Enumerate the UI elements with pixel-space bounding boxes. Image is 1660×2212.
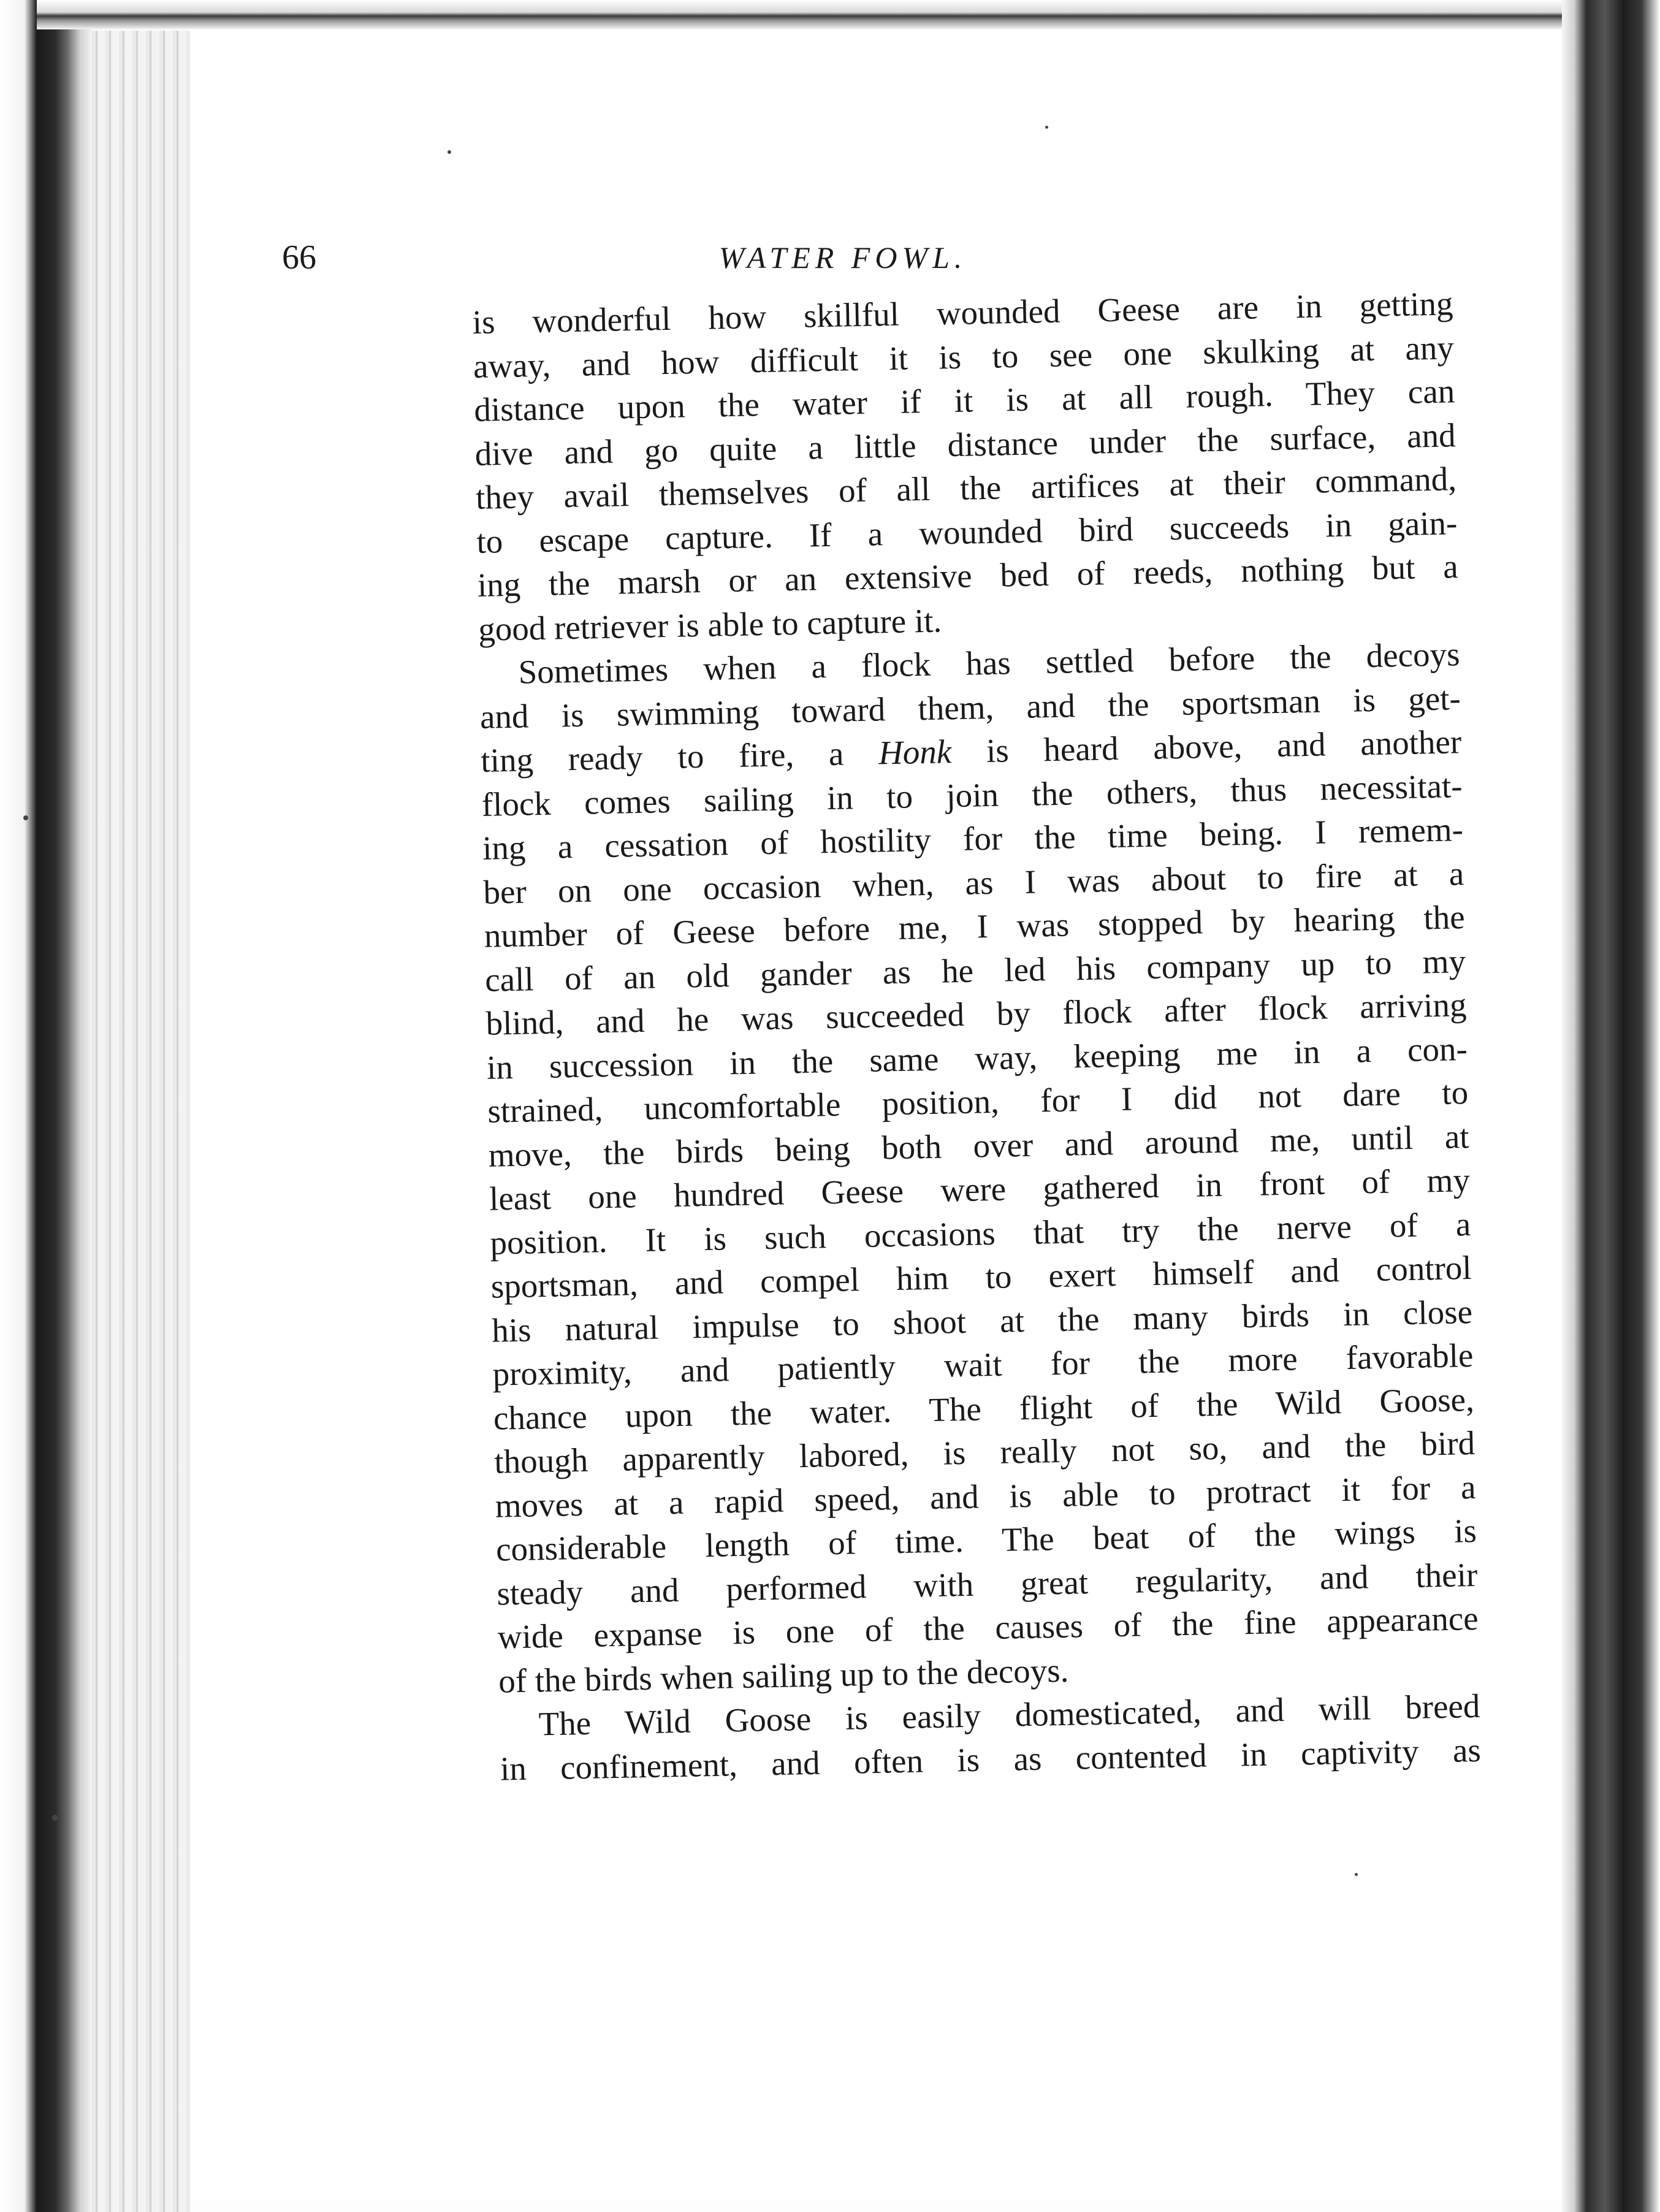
scan-speck — [1355, 1873, 1358, 1876]
text-line: chance upon the water. The flight of the Wild Goose, — [493, 1380, 1475, 1437]
italic-word: Honk — [878, 733, 952, 772]
text-line: moves at a rapid speed, and is able to protract it for a — [495, 1468, 1477, 1525]
book-edge-right — [1562, 0, 1660, 2212]
text-line: strained, uncomfortable position, for I did not dare to — [487, 1074, 1469, 1130]
scan-speck — [447, 150, 451, 154]
text-line: ing a cessation of hostility for the time being. I remem- — [482, 810, 1464, 867]
text-line: in succession in the same way, keeping me in a con- — [486, 1029, 1468, 1086]
text-line: distance upon the water if it is at all rough. They can — [473, 372, 1455, 429]
page-number: 66 — [282, 238, 316, 276]
running-head: WATER FOWL. — [718, 240, 967, 275]
body-text — [472, 281, 1481, 1790]
text-line: and is swimming toward them, and the sportsman is get- — [479, 679, 1461, 736]
book-binding-left — [0, 0, 92, 2212]
text-line: away, and how difficult it is to see one skulking at any — [473, 328, 1455, 385]
text-line: of the birds when sailing up to the decoys. — [498, 1651, 1069, 1700]
book-edge-top — [37, 0, 1569, 29]
text-line: The Wild Goose is easily domesticated, and will breed — [538, 1687, 1480, 1743]
text-line: least one hundred Geese were gathered in front of my — [489, 1161, 1471, 1218]
text-line: dive and go quite a little distance under the surface, and — [474, 416, 1456, 473]
text-line: number of Geese before me, I was stopped by hearing the — [484, 898, 1466, 955]
text-line: proximity, and patiently wait for the more favorable — [492, 1336, 1474, 1393]
text-line: they avail themselves of all the artifices at their command, — [475, 460, 1457, 516]
text-line: position. It is such occasions that try the nerve of a — [489, 1205, 1471, 1262]
text-line: Sometimes when a flock has settled before the decoys — [518, 635, 1460, 691]
scan-speck — [1045, 126, 1048, 129]
scan-speck — [23, 815, 28, 820]
text-line: wide expanse is one of the causes of the fine appearance — [497, 1599, 1479, 1656]
text-line: move, the birds being both over and around me, until at — [488, 1117, 1470, 1174]
text-line: to escape capture. If a wounded bird succeeds in gain- — [476, 503, 1458, 560]
text-line: good retriever is able to capture it. — [478, 601, 942, 648]
text-line: considerable length of time. The beat of the wings is — [495, 1511, 1477, 1568]
page-stack-edges — [92, 31, 190, 2212]
text-line: his natural impulse to shoot at the many birds in close — [491, 1292, 1473, 1349]
text-line: in confinement, and often is as contented in captivity as — [500, 1731, 1482, 1788]
page-header — [282, 233, 1404, 282]
text-line: is wonderful how skillful wounded Geese are in getting — [472, 284, 1453, 341]
text-line: ber on one occasion when, as I was about to fire at a — [482, 854, 1464, 911]
text-line: steady and performed with great regularity, and their — [496, 1555, 1478, 1612]
text-line: ting ready to fire, a Honk is heard above, and another — [480, 723, 1462, 779]
text-line: though apparently labored, is really not so, and the bird — [493, 1424, 1475, 1481]
text-line: sportsman, and compel him to exert himself and control — [490, 1248, 1472, 1305]
text-line: call of an old gander as he led his company up to my — [484, 942, 1466, 999]
scan-speck — [52, 1815, 58, 1821]
text-line: blind, and he was succeeded by flock after flock arriving — [485, 986, 1467, 1042]
text-line: ing the marsh or an extensive bed of reeds, nothing but a — [477, 547, 1459, 604]
text-line: flock comes sailing in to join the others, thus necessitat- — [481, 766, 1463, 823]
